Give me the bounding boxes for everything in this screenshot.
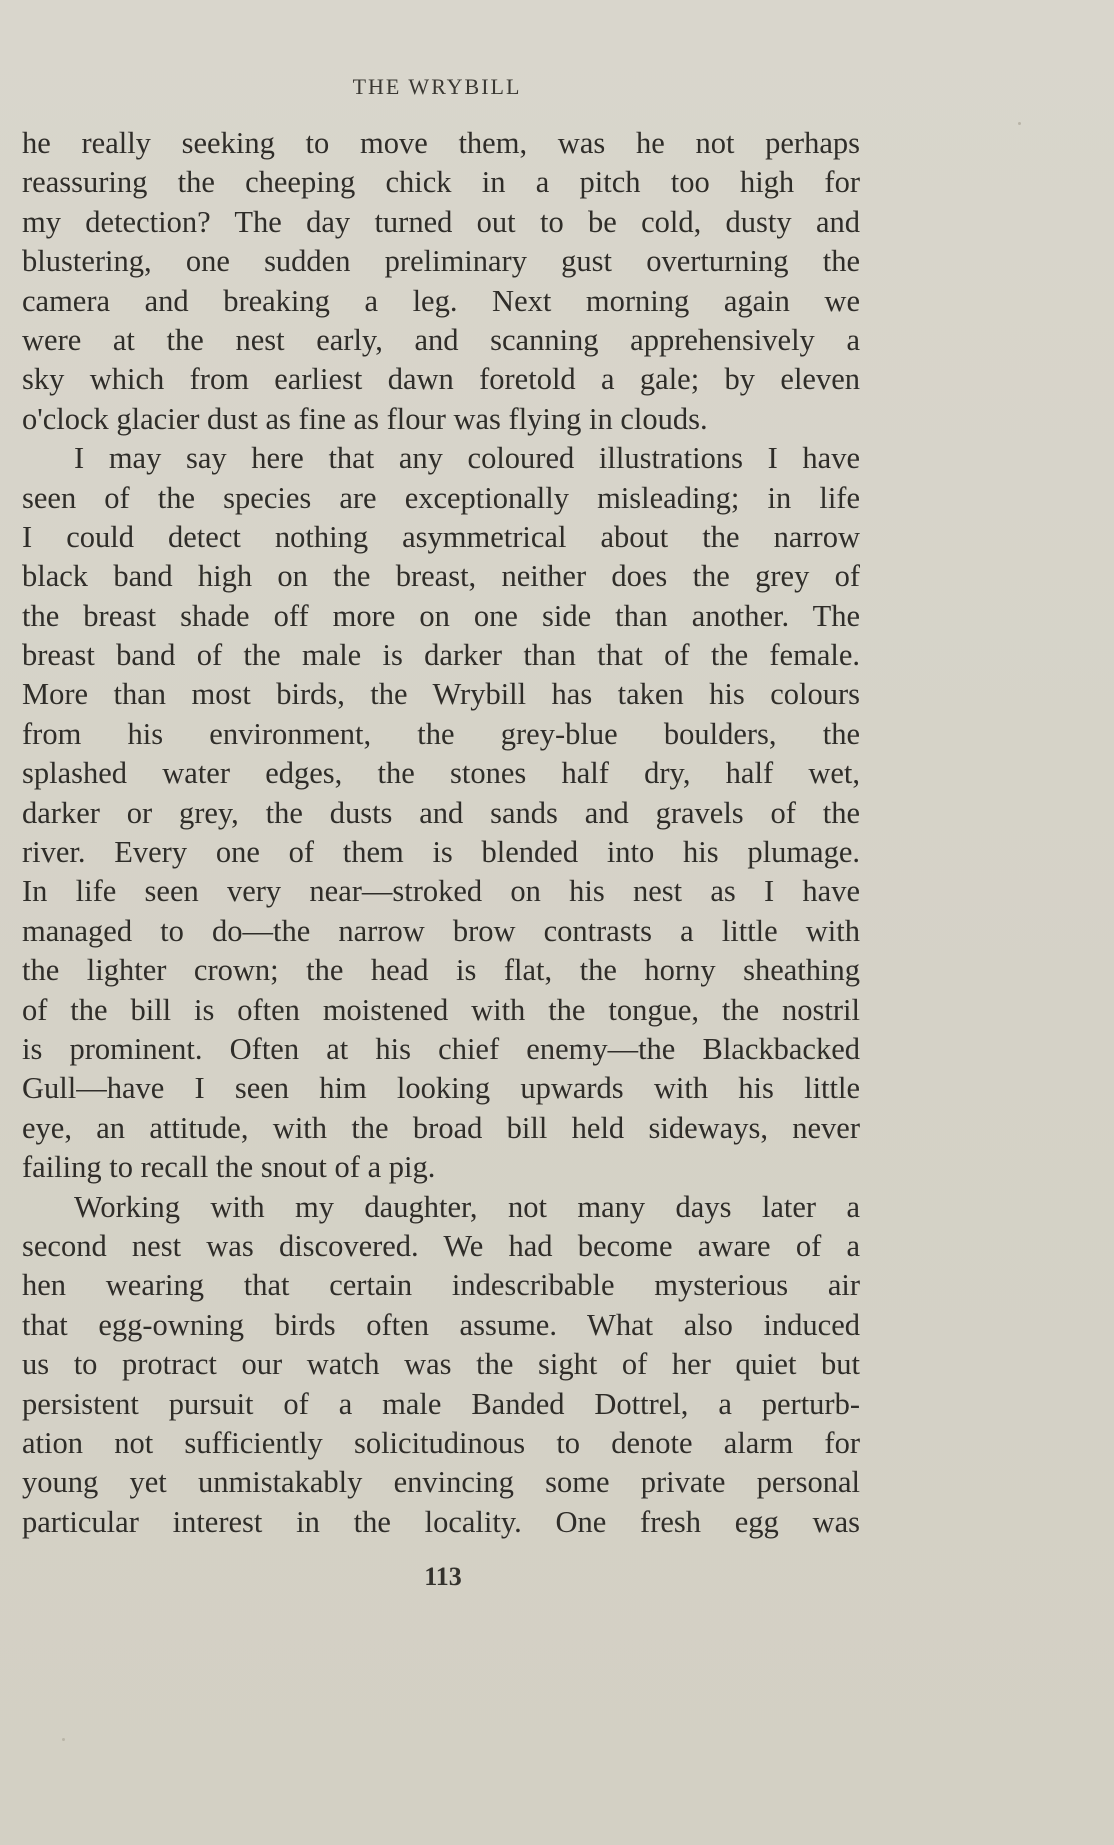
- text-line: us to protract our watch was the sight of her quiet but: [22, 1347, 860, 1382]
- text-line: More than most birds, the Wrybill has taken his colours: [22, 677, 860, 712]
- paper-speck: [1018, 122, 1021, 125]
- text-line: ation not sufficiently solicitudinous to denote alarm for: [22, 1425, 860, 1460]
- page-number: 113: [424, 1562, 462, 1591]
- text-line: reassuring the cheeping chick in a pitch too high for: [22, 165, 860, 200]
- text-line: of the bill is often moistened with the tongue, the nostril: [22, 992, 860, 1027]
- text-line: splashed water edges, the stones half dry, half wet,: [22, 756, 860, 791]
- text-line: the breast shade off more on one side than another. The: [22, 598, 860, 633]
- text-line: particular interest in the locality. One fresh egg was: [22, 1504, 860, 1539]
- text-line: second nest was discovered. We had become aware of a: [22, 1228, 860, 1263]
- text-line: the lighter crown; the head is flat, the horny sheathing: [22, 953, 860, 988]
- body-text: [22, 124, 860, 1542]
- text-line: blustering, one sudden preliminary gust overturning the: [22, 244, 860, 279]
- text-line: sky which from earliest dawn foretold a gale; by eleven: [22, 362, 860, 397]
- text-line: managed to do—the narrow brow contrasts a little with: [22, 913, 860, 948]
- text-line: In life seen very near—stroked on his nest as I have: [22, 874, 860, 909]
- text-line: that egg-owning birds often assume. What also induced: [22, 1307, 860, 1342]
- text-line: I could detect nothing asymmetrical about the narrow: [22, 519, 860, 554]
- text-line: hen wearing that certain indescribable mysterious air: [22, 1268, 860, 1303]
- text-line: camera and breaking a leg. Next morning again we: [22, 283, 860, 318]
- text-line: darker or grey, the dusts and sands and gravels of the: [22, 795, 860, 830]
- text-line: river. Every one of them is blended into his plumage.: [22, 835, 860, 870]
- text-line: from his environment, the grey-blue boulders, the: [22, 716, 860, 751]
- text-line: eye, an attitude, with the broad bill held sideways, never: [22, 1110, 860, 1145]
- text-line: failing to recall the snout of a pig.: [22, 1150, 436, 1185]
- text-line: is prominent. Often at his chief enemy—the Blackbacked: [22, 1031, 860, 1066]
- text-line: o'clock glacier dust as fine as flour was flying in clouds.: [22, 401, 708, 436]
- paper-speck: [62, 1738, 65, 1741]
- text-line: he really seeking to move them, was he not perhaps: [22, 126, 860, 160]
- text-line: persistent pursuit of a male Banded Dottrel, a perturb-: [22, 1386, 860, 1421]
- text-line: young yet unmistakably envincing some private personal: [22, 1465, 860, 1500]
- text-line: breast band of the male is darker than that of the female.: [22, 638, 860, 673]
- text-line: Working with my daughter, not many days later a: [74, 1189, 860, 1224]
- running-head: THE WRYBILL: [352, 74, 522, 99]
- text-line: Gull—have I seen him looking upwards with his little: [22, 1071, 860, 1106]
- text-line: black band high on the breast, neither does the grey of: [22, 559, 860, 594]
- text-line: I may say here that any coloured illustrations I have: [74, 441, 860, 476]
- text-line: were at the nest early, and scanning apprehensively a: [22, 322, 860, 357]
- text-line: seen of the species are exceptionally misleading; in life: [22, 480, 860, 515]
- text-line: my detection? The day turned out to be cold, dusty and: [22, 204, 860, 239]
